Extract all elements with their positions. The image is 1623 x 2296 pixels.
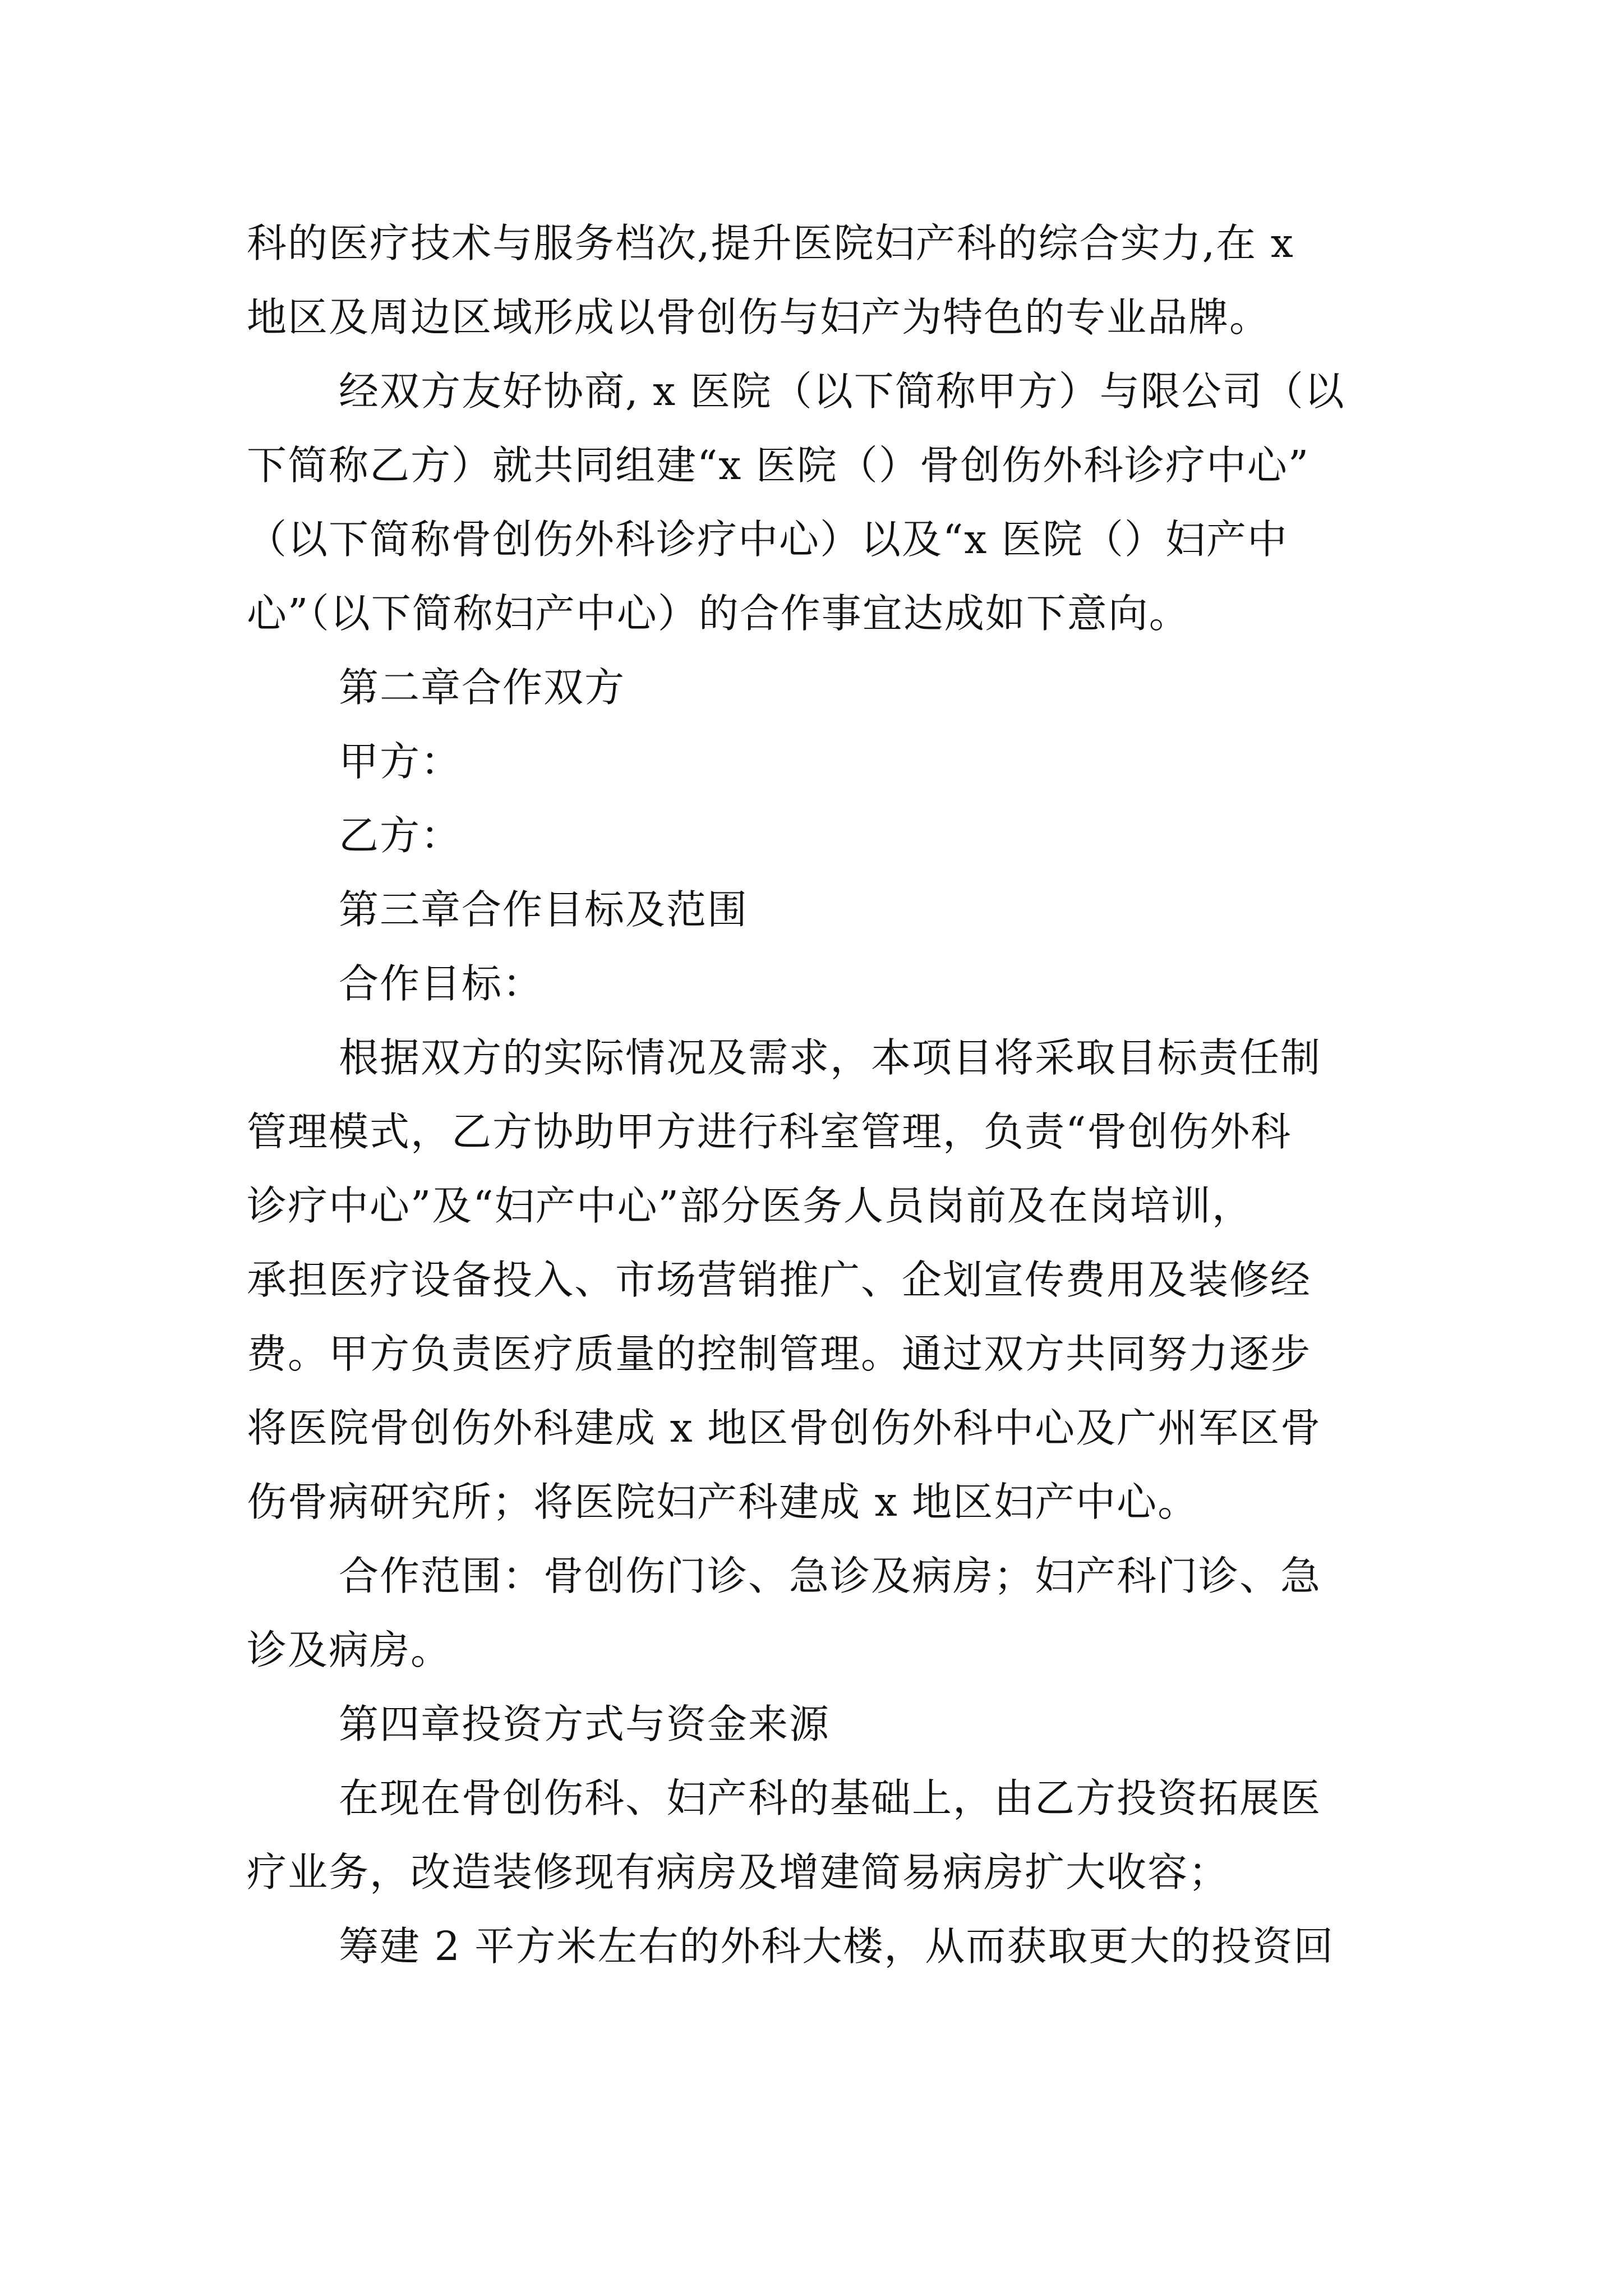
text-line: 在现在骨创伤科、妇产科的基础上，由乙方投资拓展医 — [339, 1775, 1322, 1821]
text-line: 下简称乙方）就共同组建“x 医院（）骨创伤外科诊疗中心” — [247, 442, 1310, 489]
text-line: 诊及病房。 — [247, 1627, 452, 1673]
text-line: 根据双方的实际情况及需求，本项目将采取目标责任制 — [339, 1034, 1322, 1081]
section-heading: 合作目标： — [339, 960, 544, 1007]
party-b-label: 乙方： — [339, 812, 462, 859]
text-line: 伤骨病研究所；将医院妇产科建成 x 地区妇产中心。 — [247, 1479, 1199, 1525]
chapter-heading: 第四章投资方式与资金来源 — [339, 1701, 831, 1747]
chapter-heading: 第三章合作目标及范围 — [339, 886, 749, 933]
text-line: 疗业务，改造装修现有病房及增建简易病房扩大收容； — [247, 1849, 1230, 1895]
document-body — [247, 206, 1396, 1984]
text-line: 心”（以下简称妇产中心）的合作事宜达成如下意向。 — [247, 590, 1190, 637]
text-line: 诊疗中心”及“妇产中心”部分医务人员岗前及在岗培训， — [247, 1182, 1253, 1229]
text-line: 经双方友好协商, x 医院（以下简称甲方）与限公司（以 — [339, 368, 1345, 415]
chapter-heading: 第二章合作双方 — [339, 664, 626, 711]
text-line: 管理模式，乙方协助甲方进行科室管理，负责“骨创伤外科 — [247, 1108, 1292, 1155]
text-line: 科的医疗技术与服务档次,提升医院妇产科的综合实力,在 x — [247, 220, 1294, 266]
party-a-label: 甲方： — [339, 738, 462, 785]
text-line: （以下简称骨创伤外科诊疗中心）以及“x 医院（）妇产中 — [247, 516, 1288, 563]
text-line: 承担医疗设备投入、市场营销推广、企划宣传费用及装修经 — [247, 1257, 1312, 1303]
text-line: 筹建 2 平方米左右的外科大楼，从而获取更大的投资回 — [339, 1923, 1335, 1970]
text-line: 地区及周边区域形成以骨创伤与妇产为特色的专业品牌。 — [247, 294, 1271, 341]
text-line: 合作范围：骨创伤门诊、急诊及病房；妇产科门诊、急 — [339, 1553, 1322, 1599]
text-line: 将医院骨创伤外科建成 x 地区骨创伤外科中心及广州军区骨 — [247, 1405, 1322, 1451]
text-line: 费。甲方负责医疗质量的控制管理。通过双方共同努力逐步 — [247, 1331, 1312, 1377]
